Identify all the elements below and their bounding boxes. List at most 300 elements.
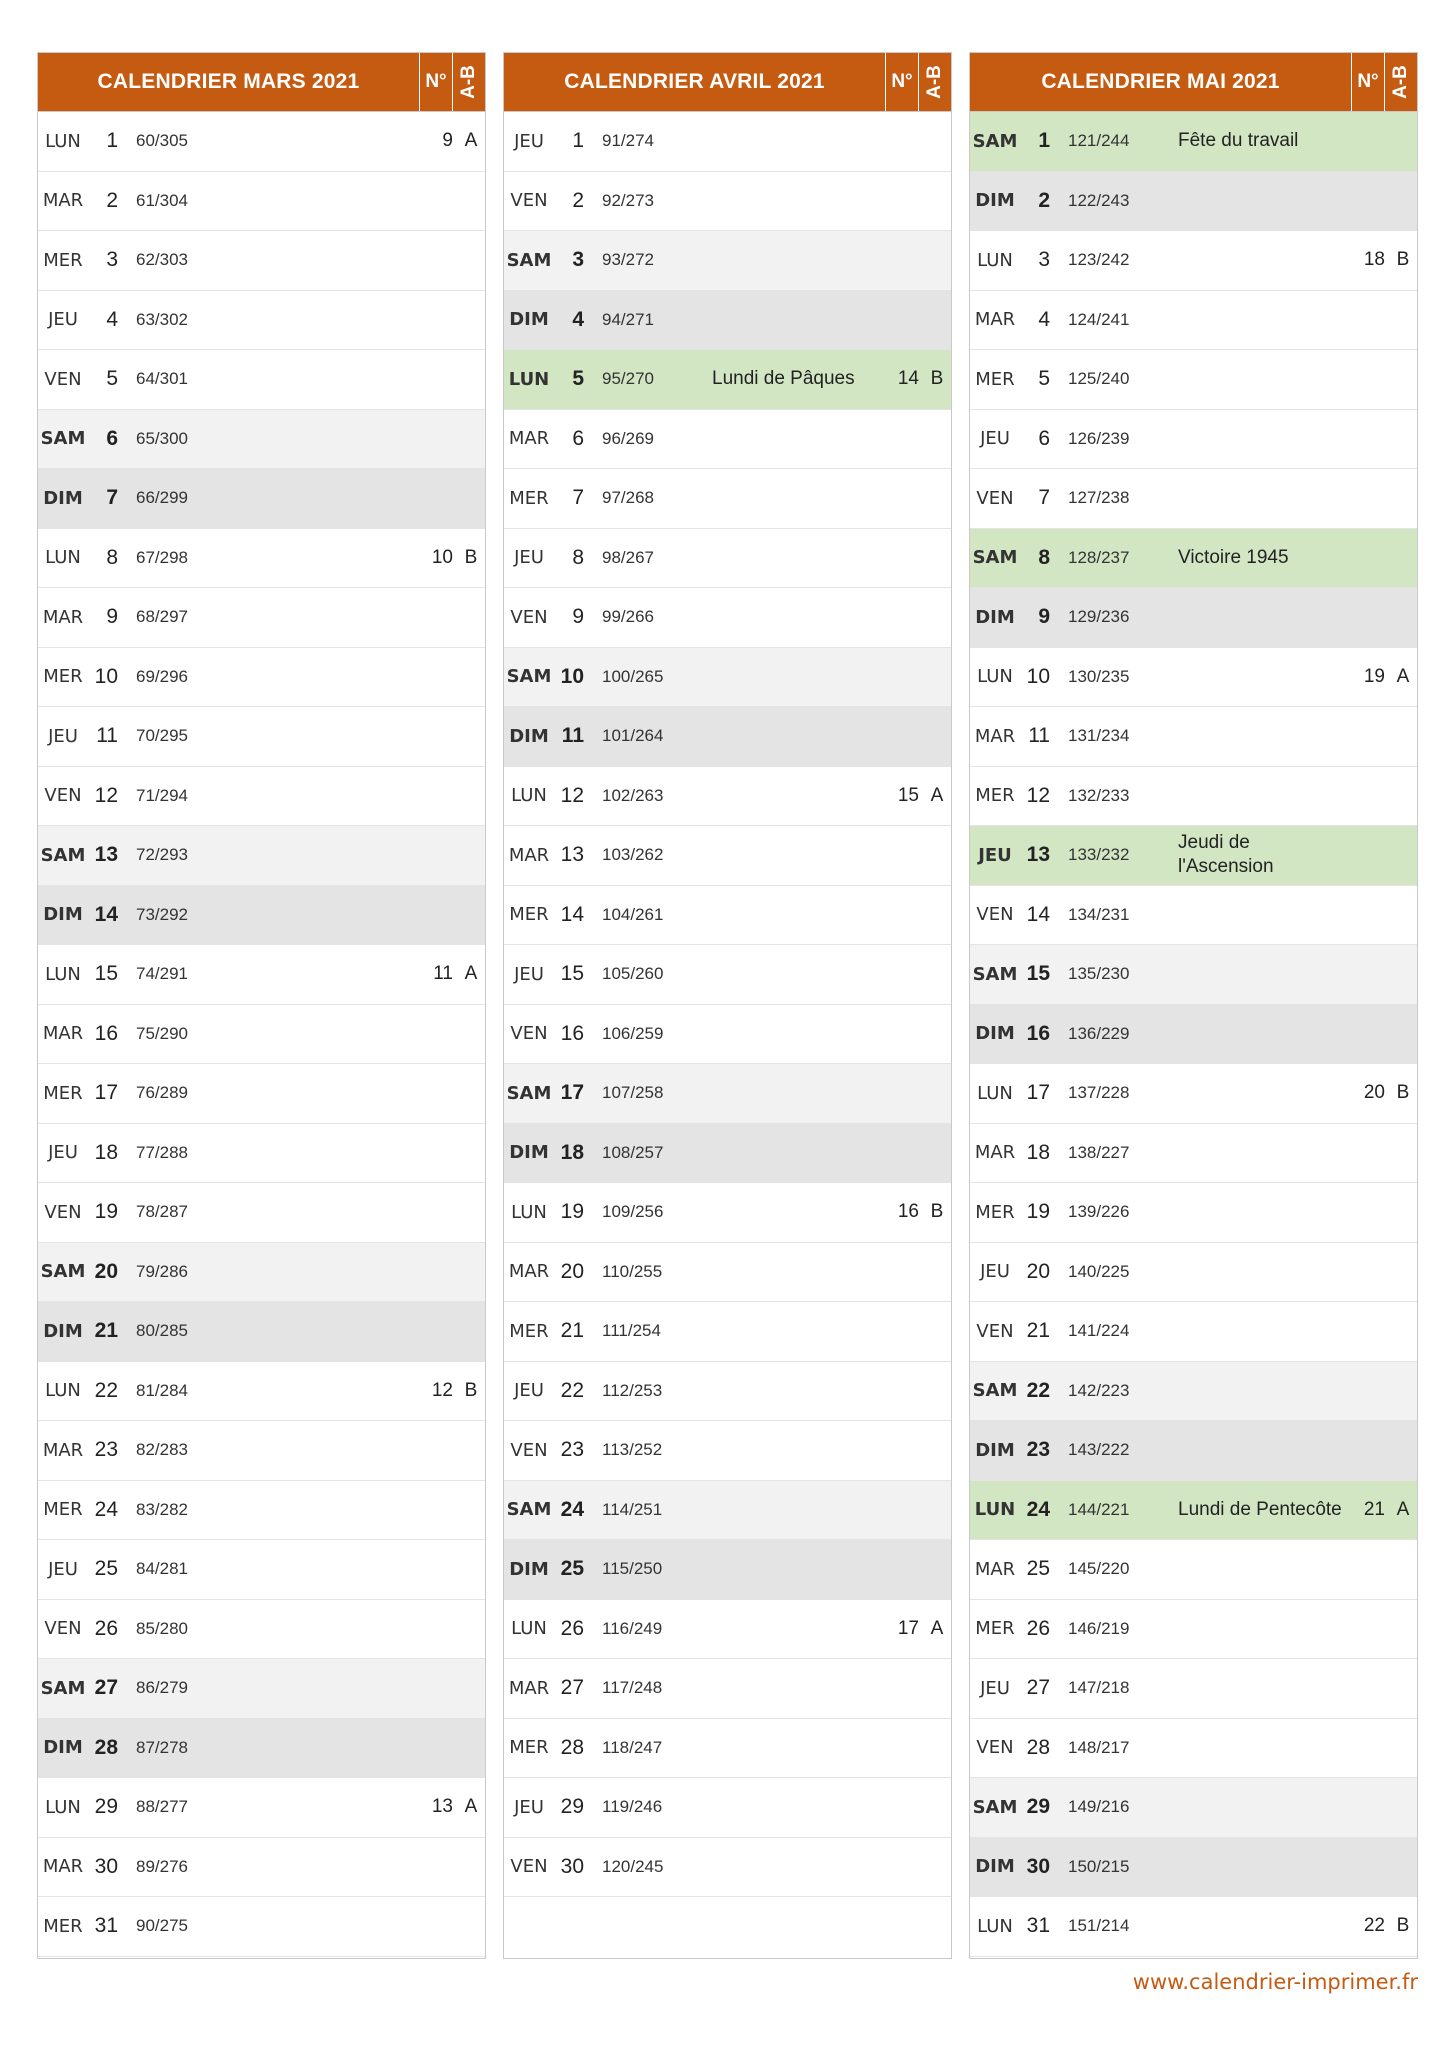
day-number: 1 bbox=[106, 129, 118, 153]
day-of-year: 79/286 bbox=[136, 1261, 188, 1281]
day-of-week: MER bbox=[43, 1915, 83, 1937]
day-row bbox=[38, 410, 485, 470]
day-of-year: 107/258 bbox=[602, 1083, 664, 1103]
day-row bbox=[970, 1005, 1417, 1065]
week-number: 10 bbox=[431, 546, 453, 568]
day-row bbox=[970, 588, 1417, 648]
day-of-year: 120/245 bbox=[602, 1856, 664, 1876]
day-of-year: 99/266 bbox=[602, 607, 654, 627]
day-number: 15 bbox=[560, 962, 584, 986]
day-row bbox=[38, 1719, 485, 1779]
day-row bbox=[504, 648, 951, 708]
day-of-year: 130/235 bbox=[1068, 666, 1130, 686]
day-number: 30 bbox=[1026, 1854, 1050, 1878]
day-number: 12 bbox=[560, 783, 584, 807]
day-of-week: MAR bbox=[508, 428, 550, 450]
day-row bbox=[504, 588, 951, 648]
day-of-year: 67/298 bbox=[136, 547, 188, 567]
day-number: 9 bbox=[1038, 605, 1050, 629]
week-ab-header-label: A-B bbox=[458, 65, 479, 99]
day-row bbox=[970, 648, 1417, 708]
day-of-year: 137/228 bbox=[1068, 1083, 1130, 1103]
day-of-week: VEN bbox=[510, 1023, 548, 1045]
day-row bbox=[504, 112, 951, 172]
day-number: 21 bbox=[560, 1319, 584, 1343]
day-of-year: 100/265 bbox=[602, 666, 664, 686]
day-of-week: LUN bbox=[45, 547, 81, 569]
day-of-week: LUN bbox=[508, 368, 550, 390]
day-of-week: VEN bbox=[510, 1439, 548, 1461]
day-of-week: LUN bbox=[511, 1201, 547, 1223]
day-number: 12 bbox=[94, 783, 118, 807]
day-row bbox=[504, 945, 951, 1005]
day-of-year: 145/220 bbox=[1068, 1559, 1130, 1579]
day-of-week: MAR bbox=[42, 1023, 84, 1045]
day-of-week: DIM bbox=[43, 1320, 83, 1342]
day-row bbox=[970, 1183, 1417, 1243]
day-number: 19 bbox=[560, 1200, 584, 1224]
day-of-year: 93/272 bbox=[602, 250, 654, 270]
day-row bbox=[970, 1600, 1417, 1660]
day-of-year: 119/246 bbox=[602, 1797, 663, 1817]
day-of-year: 70/295 bbox=[136, 726, 188, 746]
day-of-week: MER bbox=[975, 785, 1015, 807]
day-of-year: 83/282 bbox=[136, 1499, 188, 1519]
day-of-year: 128/237 bbox=[1068, 547, 1130, 567]
day-number: 13 bbox=[94, 843, 118, 867]
day-list bbox=[504, 112, 951, 1897]
day-of-year: 149/216 bbox=[1068, 1797, 1130, 1817]
day-of-week: SAM bbox=[972, 963, 1018, 985]
week-ab: A bbox=[1396, 1498, 1410, 1520]
day-number: 28 bbox=[94, 1735, 118, 1759]
month-may bbox=[969, 52, 1418, 1959]
week-ab: A bbox=[1396, 665, 1410, 687]
day-number: 7 bbox=[106, 486, 118, 510]
day-row bbox=[504, 767, 951, 827]
day-row bbox=[970, 410, 1417, 470]
day-of-week: DIM bbox=[43, 904, 83, 926]
day-of-week: VEN bbox=[976, 487, 1014, 509]
day-of-year: 102/263 bbox=[602, 785, 664, 805]
day-number: 15 bbox=[94, 962, 118, 986]
day-of-year: 147/218 bbox=[1068, 1678, 1130, 1698]
day-row bbox=[38, 1124, 485, 1184]
day-of-year: 92/273 bbox=[602, 190, 654, 210]
day-row bbox=[504, 1838, 951, 1898]
month-title: CALENDRIER MARS 2021 bbox=[97, 70, 360, 93]
week-ab: B bbox=[930, 1201, 944, 1223]
day-of-week: LUN bbox=[45, 963, 81, 985]
day-of-year: 64/301 bbox=[136, 369, 188, 389]
day-row bbox=[970, 1421, 1417, 1481]
day-number: 22 bbox=[1026, 1378, 1050, 1402]
day-of-week: LUN bbox=[45, 1380, 81, 1402]
day-number: 31 bbox=[94, 1914, 118, 1938]
day-row bbox=[970, 112, 1417, 172]
day-of-year: 66/299 bbox=[136, 488, 188, 508]
day-number: 28 bbox=[1026, 1735, 1050, 1759]
day-row bbox=[970, 826, 1417, 886]
day-row bbox=[970, 350, 1417, 410]
day-number: 27 bbox=[560, 1676, 584, 1700]
day-of-year: 73/292 bbox=[136, 904, 188, 924]
day-of-week: JEU bbox=[514, 547, 544, 569]
day-number: 24 bbox=[1026, 1497, 1050, 1521]
day-row bbox=[38, 1778, 485, 1838]
week-ab: A bbox=[464, 963, 478, 985]
day-number: 16 bbox=[94, 1021, 118, 1045]
day-row bbox=[970, 1778, 1417, 1838]
day-of-year: 75/290 bbox=[136, 1023, 188, 1043]
day-number: 22 bbox=[94, 1378, 118, 1402]
day-number: 27 bbox=[94, 1676, 118, 1700]
day-of-year: 126/239 bbox=[1068, 428, 1130, 448]
day-of-week: DIM bbox=[509, 1142, 549, 1164]
day-number: 16 bbox=[560, 1021, 584, 1045]
day-row bbox=[38, 1897, 485, 1957]
event-label: Victoire 1945 bbox=[1178, 546, 1289, 568]
day-of-week: DIM bbox=[975, 1439, 1015, 1461]
day-of-year: 116/249 bbox=[602, 1618, 663, 1638]
day-number: 26 bbox=[1026, 1616, 1050, 1640]
day-of-week: DIM bbox=[509, 725, 549, 747]
week-ab-header bbox=[1384, 53, 1417, 111]
day-of-year: 146/219 bbox=[1068, 1618, 1130, 1638]
day-of-year: 121/244 bbox=[1068, 131, 1130, 151]
day-of-week: MAR bbox=[974, 1558, 1016, 1580]
day-of-year: 62/303 bbox=[136, 250, 188, 270]
day-of-week: MER bbox=[975, 1201, 1015, 1223]
day-number: 1 bbox=[572, 129, 584, 153]
day-row bbox=[38, 588, 485, 648]
day-of-week: LUN bbox=[45, 1796, 81, 1818]
day-of-week: DIM bbox=[509, 1558, 549, 1580]
day-of-week: SAM bbox=[506, 249, 552, 271]
day-of-week: MER bbox=[509, 487, 549, 509]
day-of-week: MER bbox=[975, 1618, 1015, 1640]
day-of-week: SAM bbox=[506, 1499, 552, 1521]
day-of-year: 112/253 bbox=[602, 1380, 663, 1400]
day-of-week: MAR bbox=[508, 844, 550, 866]
day-row bbox=[970, 1362, 1417, 1422]
day-of-week: VEN bbox=[44, 785, 82, 807]
day-number: 4 bbox=[1038, 307, 1050, 331]
day-number: 25 bbox=[94, 1557, 118, 1581]
month-header bbox=[38, 53, 485, 112]
day-row bbox=[504, 1124, 951, 1184]
day-row bbox=[504, 1659, 951, 1719]
day-of-year: 105/260 bbox=[602, 964, 664, 984]
day-of-year: 115/250 bbox=[602, 1559, 663, 1579]
event-label: Jeudi de l'Ascension bbox=[1178, 832, 1274, 878]
day-row bbox=[38, 112, 485, 172]
day-row bbox=[38, 886, 485, 946]
day-row bbox=[504, 172, 951, 232]
day-of-year: 101/264 bbox=[602, 726, 664, 746]
day-of-year: 135/230 bbox=[1068, 964, 1130, 984]
day-of-year: 136/229 bbox=[1068, 1023, 1130, 1043]
day-number: 24 bbox=[94, 1497, 118, 1521]
day-of-year: 65/300 bbox=[136, 428, 188, 448]
day-row bbox=[504, 1481, 951, 1541]
day-number: 7 bbox=[1038, 486, 1050, 510]
day-number: 5 bbox=[1038, 367, 1050, 391]
day-row bbox=[38, 1540, 485, 1600]
day-number: 4 bbox=[106, 307, 118, 331]
week-number: 14 bbox=[897, 368, 919, 390]
day-of-year: 122/243 bbox=[1068, 190, 1130, 210]
day-of-year: 74/291 bbox=[136, 964, 188, 984]
day-row bbox=[504, 707, 951, 767]
day-of-year: 133/232 bbox=[1068, 845, 1130, 865]
day-number: 10 bbox=[1026, 664, 1050, 688]
day-row bbox=[38, 648, 485, 708]
day-row bbox=[38, 707, 485, 767]
day-number: 17 bbox=[560, 1081, 584, 1105]
day-of-week: MAR bbox=[42, 606, 84, 628]
day-of-year: 113/252 bbox=[602, 1440, 663, 1460]
day-number: 13 bbox=[560, 843, 584, 867]
week-ab: B bbox=[1396, 1082, 1410, 1104]
day-row bbox=[970, 1838, 1417, 1898]
day-of-year: 77/288 bbox=[136, 1142, 188, 1162]
day-of-week: MER bbox=[509, 1737, 549, 1759]
day-row bbox=[504, 1600, 951, 1660]
day-number: 18 bbox=[560, 1140, 584, 1164]
day-of-week: SAM bbox=[40, 428, 86, 450]
day-row bbox=[970, 172, 1417, 232]
day-row bbox=[38, 1659, 485, 1719]
day-of-year: 60/305 bbox=[136, 131, 188, 151]
week-ab: A bbox=[930, 1617, 944, 1639]
day-row bbox=[504, 1064, 951, 1124]
day-of-year: 139/226 bbox=[1068, 1202, 1130, 1222]
day-of-week: SAM bbox=[972, 1796, 1018, 1818]
day-of-year: 141/224 bbox=[1068, 1321, 1130, 1341]
day-row bbox=[970, 1124, 1417, 1184]
day-row bbox=[504, 1302, 951, 1362]
day-of-week: MAR bbox=[42, 1439, 84, 1461]
day-of-week: VEN bbox=[44, 368, 82, 390]
day-number: 23 bbox=[560, 1438, 584, 1462]
day-of-year: 138/227 bbox=[1068, 1142, 1130, 1162]
day-row bbox=[504, 1778, 951, 1838]
day-of-week: JEU bbox=[980, 1261, 1010, 1283]
event-label: Lundi de Pâques bbox=[712, 368, 855, 390]
day-of-year: 85/280 bbox=[136, 1618, 188, 1638]
day-of-week: JEU bbox=[514, 130, 544, 152]
day-of-week: DIM bbox=[509, 309, 549, 331]
day-of-week: MAR bbox=[508, 1261, 550, 1283]
week-number: 16 bbox=[897, 1201, 919, 1223]
day-of-year: 129/236 bbox=[1068, 607, 1130, 627]
day-row bbox=[38, 826, 485, 886]
week-number: 15 bbox=[897, 784, 919, 806]
day-of-week: JEU bbox=[980, 428, 1010, 450]
day-row bbox=[38, 1302, 485, 1362]
day-of-week: MAR bbox=[42, 1856, 84, 1878]
day-of-week: LUN bbox=[977, 1082, 1013, 1104]
day-of-week: MER bbox=[43, 1499, 83, 1521]
day-of-week: MAR bbox=[974, 1142, 1016, 1164]
week-ab-header bbox=[452, 53, 485, 111]
day-row bbox=[970, 1897, 1417, 1957]
week-number: 20 bbox=[1363, 1082, 1385, 1104]
day-number: 11 bbox=[96, 724, 118, 748]
day-row bbox=[970, 231, 1417, 291]
day-of-year: 150/215 bbox=[1068, 1856, 1130, 1876]
day-of-week: SAM bbox=[506, 666, 552, 688]
day-of-year: 84/281 bbox=[136, 1559, 188, 1579]
day-number: 30 bbox=[560, 1854, 584, 1878]
day-of-year: 108/257 bbox=[602, 1142, 664, 1162]
day-number: 2 bbox=[106, 188, 118, 212]
day-row bbox=[970, 1302, 1417, 1362]
day-of-year: 80/285 bbox=[136, 1321, 188, 1341]
week-ab-header-label: A-B bbox=[924, 65, 945, 99]
day-number: 27 bbox=[1026, 1676, 1050, 1700]
day-number: 20 bbox=[1026, 1259, 1050, 1283]
day-of-week: JEU bbox=[514, 963, 544, 985]
day-number: 21 bbox=[1026, 1319, 1050, 1343]
day-number: 29 bbox=[1026, 1795, 1050, 1819]
day-of-year: 95/270 bbox=[602, 369, 654, 389]
day-number: 8 bbox=[1038, 545, 1050, 569]
day-of-year: 142/223 bbox=[1068, 1380, 1130, 1400]
event-label: Lundi de Pentecôte bbox=[1178, 1498, 1342, 1520]
day-of-week: VEN bbox=[44, 1618, 82, 1640]
day-row bbox=[504, 1719, 951, 1779]
week-number-header: N° bbox=[419, 53, 452, 111]
day-number: 18 bbox=[1026, 1140, 1050, 1164]
week-number: 12 bbox=[431, 1379, 453, 1401]
day-of-week: VEN bbox=[976, 904, 1014, 926]
day-row bbox=[970, 1540, 1417, 1600]
day-row bbox=[504, 1183, 951, 1243]
day-row bbox=[38, 291, 485, 351]
day-row bbox=[970, 469, 1417, 529]
day-of-week: DIM bbox=[975, 606, 1015, 628]
day-row bbox=[504, 410, 951, 470]
day-of-year: 117/248 bbox=[602, 1678, 663, 1698]
day-number: 6 bbox=[106, 426, 118, 450]
week-ab: B bbox=[1396, 249, 1410, 271]
day-number: 2 bbox=[572, 188, 584, 212]
day-number: 31 bbox=[1026, 1914, 1050, 1938]
day-row bbox=[38, 1600, 485, 1660]
day-number: 17 bbox=[1026, 1081, 1050, 1105]
day-of-year: 148/217 bbox=[1068, 1737, 1130, 1757]
day-of-year: 61/304 bbox=[136, 190, 188, 210]
day-number: 25 bbox=[1026, 1557, 1050, 1581]
day-row bbox=[970, 945, 1417, 1005]
day-of-week: SAM bbox=[972, 547, 1018, 569]
day-number: 29 bbox=[94, 1795, 118, 1819]
day-number: 20 bbox=[560, 1259, 584, 1283]
week-number: 19 bbox=[1363, 665, 1385, 687]
day-row bbox=[38, 1421, 485, 1481]
day-number: 5 bbox=[572, 367, 584, 391]
day-of-week: LUN bbox=[45, 130, 81, 152]
day-number: 8 bbox=[572, 545, 584, 569]
day-of-year: 140/225 bbox=[1068, 1261, 1130, 1281]
week-number-header: N° bbox=[1351, 53, 1384, 111]
day-number: 3 bbox=[572, 248, 584, 272]
day-of-year: 87/278 bbox=[136, 1737, 188, 1757]
day-of-week: JEU bbox=[980, 1677, 1010, 1699]
day-of-week: VEN bbox=[44, 1201, 82, 1223]
day-number: 3 bbox=[1038, 248, 1050, 272]
day-of-year: 144/221 bbox=[1068, 1499, 1130, 1519]
day-row bbox=[970, 1243, 1417, 1303]
day-of-year: 71/294 bbox=[136, 785, 188, 805]
day-row bbox=[970, 886, 1417, 946]
week-ab: A bbox=[464, 130, 478, 152]
day-row bbox=[970, 1064, 1417, 1124]
day-of-week: DIM bbox=[975, 1023, 1015, 1045]
day-row bbox=[38, 172, 485, 232]
day-of-week: VEN bbox=[976, 1320, 1014, 1342]
day-number: 19 bbox=[1026, 1200, 1050, 1224]
day-row bbox=[504, 886, 951, 946]
day-of-week: JEU bbox=[514, 1380, 544, 1402]
day-number: 17 bbox=[94, 1081, 118, 1105]
day-of-year: 81/284 bbox=[136, 1380, 188, 1400]
week-number: 13 bbox=[431, 1796, 453, 1818]
day-number: 14 bbox=[1026, 902, 1050, 926]
week-number: 11 bbox=[433, 963, 453, 985]
day-of-year: 94/271 bbox=[602, 309, 654, 329]
day-number: 12 bbox=[1026, 783, 1050, 807]
day-number: 29 bbox=[560, 1795, 584, 1819]
day-of-year: 103/262 bbox=[602, 845, 664, 865]
day-of-week: DIM bbox=[43, 1737, 83, 1759]
day-row bbox=[970, 291, 1417, 351]
day-number: 21 bbox=[94, 1319, 118, 1343]
day-number: 26 bbox=[94, 1616, 118, 1640]
day-number: 9 bbox=[106, 605, 118, 629]
website-url: www.calendrier-imprimer.fr bbox=[1132, 1970, 1418, 1994]
day-of-week: DIM bbox=[975, 190, 1015, 212]
day-row bbox=[38, 1243, 485, 1303]
day-number: 10 bbox=[94, 664, 118, 688]
day-of-week: MER bbox=[43, 1082, 83, 1104]
day-number: 18 bbox=[94, 1140, 118, 1164]
day-row bbox=[38, 767, 485, 827]
day-of-week: DIM bbox=[43, 487, 83, 509]
day-of-year: 72/293 bbox=[136, 845, 188, 865]
day-of-week: VEN bbox=[510, 1856, 548, 1878]
day-of-year: 123/242 bbox=[1068, 250, 1130, 270]
day-row bbox=[38, 231, 485, 291]
day-row bbox=[38, 1362, 485, 1422]
day-number: 9 bbox=[572, 605, 584, 629]
day-row bbox=[38, 1838, 485, 1898]
day-number: 14 bbox=[560, 902, 584, 926]
day-of-week: LUN bbox=[977, 249, 1013, 271]
month-title: CALENDRIER MAI 2021 bbox=[1041, 70, 1280, 93]
day-row bbox=[504, 231, 951, 291]
day-of-year: 125/240 bbox=[1068, 369, 1130, 389]
day-of-week: VEN bbox=[510, 190, 548, 212]
day-of-year: 104/261 bbox=[602, 904, 664, 924]
week-ab: B bbox=[464, 1379, 478, 1401]
day-number: 23 bbox=[94, 1438, 118, 1462]
day-row bbox=[970, 707, 1417, 767]
day-of-week: LUN bbox=[511, 785, 547, 807]
day-row bbox=[504, 1243, 951, 1303]
